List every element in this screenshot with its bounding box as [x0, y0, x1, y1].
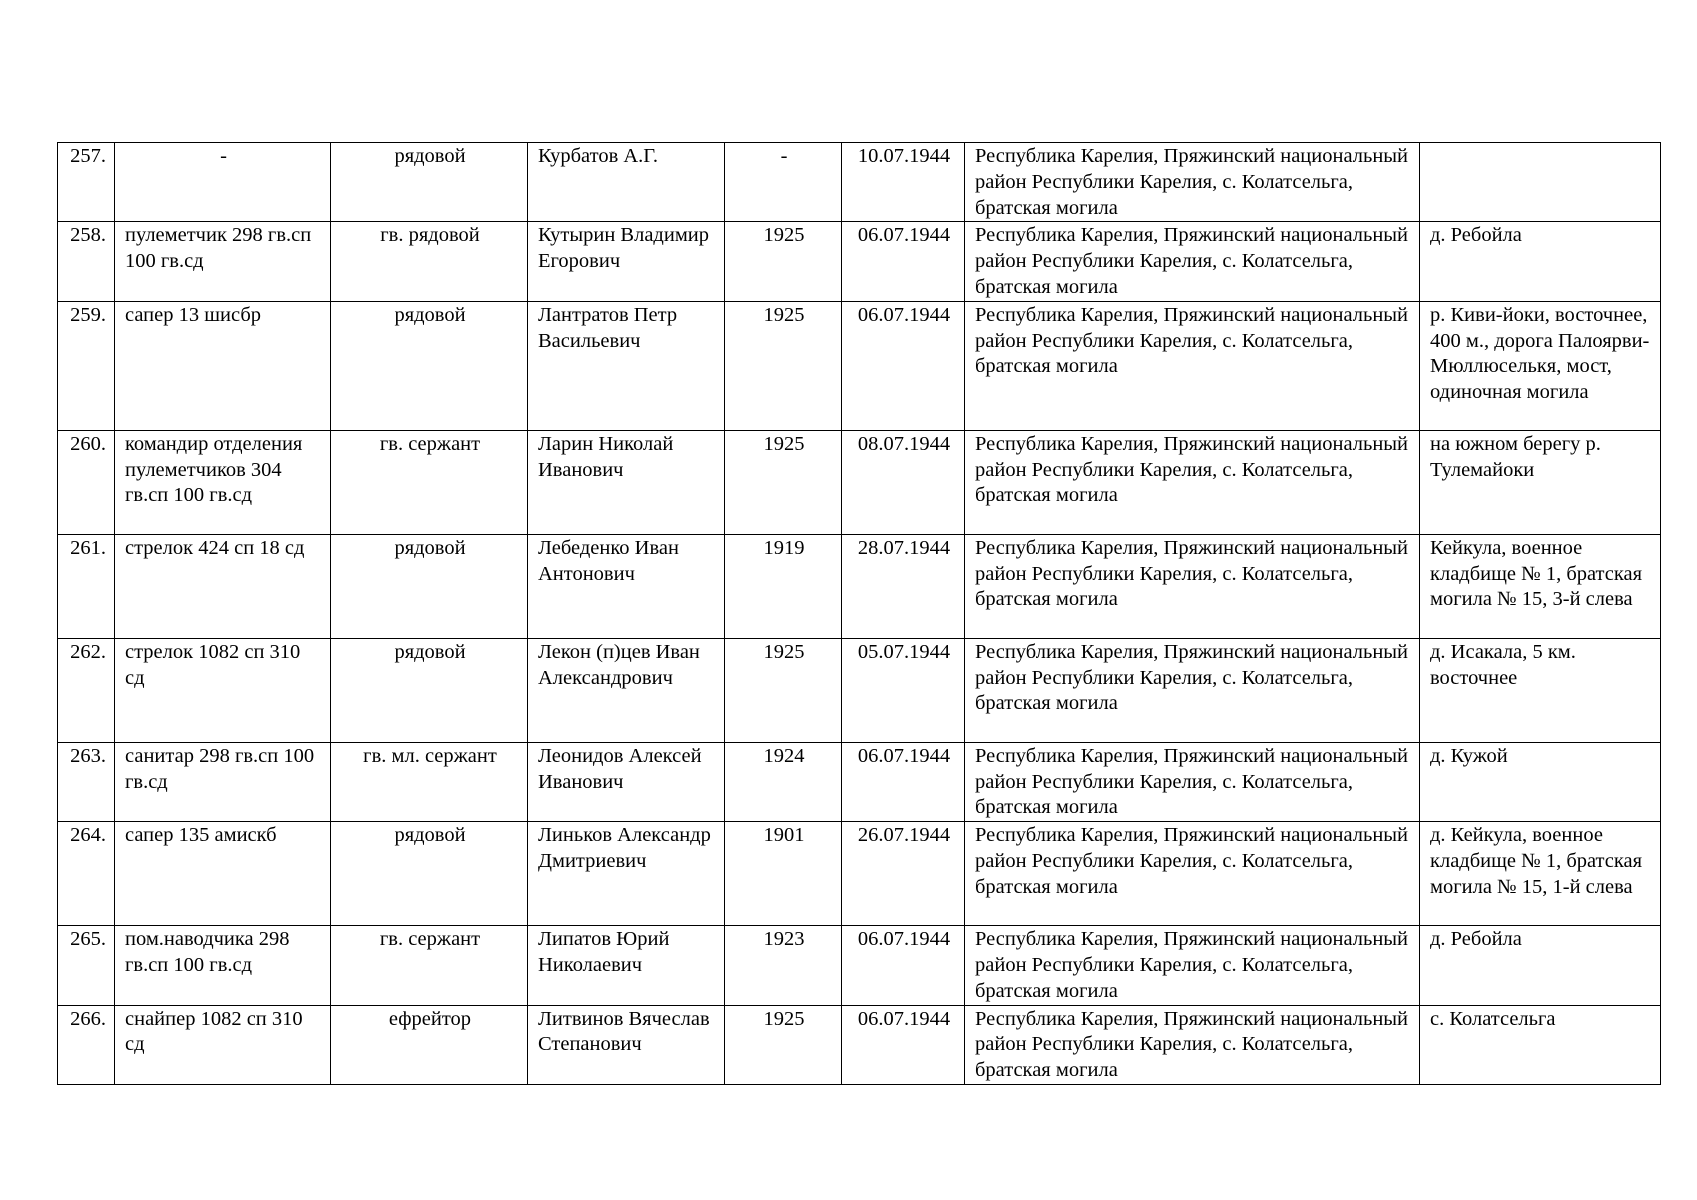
- name-cell: Курбатов А.Г.: [528, 143, 725, 222]
- position-cell: санитар 298 гв.сп 100 гв.сд: [115, 742, 331, 821]
- burial-place-cell: Республика Карелия, Пряжинский национальный район Республики Карелия, с. Колатсельга, братская могила: [965, 926, 1420, 1005]
- death-place-cell: д. Исакала, 5 км. восточнее: [1420, 638, 1661, 742]
- row-number: 262.: [58, 638, 115, 742]
- death-place-cell: Кейкула, военное кладбище № 1, братская могила № 15, 3-й слева: [1420, 534, 1661, 638]
- rank-cell: рядовой: [331, 143, 528, 222]
- table-row: [58, 143, 1661, 222]
- row-number: 261.: [58, 534, 115, 638]
- position-cell: стрелок 1082 сп 310 сд: [115, 638, 331, 742]
- table-row: [58, 926, 1661, 1005]
- position-cell: сапер 13 шисбр: [115, 301, 331, 430]
- rank-cell: гв. сержант: [331, 430, 528, 534]
- birth-year-cell: 1925: [725, 430, 842, 534]
- table-row: [58, 301, 1661, 430]
- table-row: [58, 222, 1661, 301]
- burial-place-cell: Республика Карелия, Пряжинский национальный район Республики Карелия, с. Колатсельга, братская могила: [965, 742, 1420, 821]
- burial-records-table: [57, 142, 1661, 1085]
- rank-cell: гв. сержант: [331, 926, 528, 1005]
- name-cell: Ларин Николай Иванович: [528, 430, 725, 534]
- rank-cell: гв. мл. сержант: [331, 742, 528, 821]
- rank-cell: рядовой: [331, 638, 528, 742]
- death-date-cell: 05.07.1944: [842, 638, 965, 742]
- burial-place-cell: Республика Карелия, Пряжинский национальный район Республики Карелия, с. Колатсельга, братская могила: [965, 1005, 1420, 1084]
- table-row: [58, 742, 1661, 821]
- death-date-cell: 06.07.1944: [842, 301, 965, 430]
- name-cell: Леонидов Алексей Иванович: [528, 742, 725, 821]
- name-cell: Лантратов Петр Васильевич: [528, 301, 725, 430]
- rank-cell: рядовой: [331, 301, 528, 430]
- row-number: 263.: [58, 742, 115, 821]
- birth-year-cell: 1919: [725, 534, 842, 638]
- death-date-cell: 28.07.1944: [842, 534, 965, 638]
- rank-cell: ефрейтор: [331, 1005, 528, 1084]
- position-cell: командир отделения пулеметчиков 304 гв.сп 100 гв.сд: [115, 430, 331, 534]
- row-number: 264.: [58, 822, 115, 926]
- rank-cell: рядовой: [331, 822, 528, 926]
- table-row: [58, 534, 1661, 638]
- birth-year-cell: 1925: [725, 222, 842, 301]
- position-cell: пом.наводчика 298 гв.сп 100 гв.сд: [115, 926, 331, 1005]
- birth-year-cell: 1925: [725, 301, 842, 430]
- birth-year-cell: -: [725, 143, 842, 222]
- birth-year-cell: 1923: [725, 926, 842, 1005]
- death-place-cell: с. Колатсельга: [1420, 1005, 1661, 1084]
- name-cell: Кутырин Владимир Егорович: [528, 222, 725, 301]
- death-date-cell: 26.07.1944: [842, 822, 965, 926]
- table-row: [58, 430, 1661, 534]
- name-cell: Липатов Юрий Николаевич: [528, 926, 725, 1005]
- position-cell: пулеметчик 298 гв.сп 100 гв.сд: [115, 222, 331, 301]
- rank-cell: гв. рядовой: [331, 222, 528, 301]
- burial-place-cell: Республика Карелия, Пряжинский национальный район Республики Карелия, с. Колатсельга, братская могила: [965, 222, 1420, 301]
- death-date-cell: 06.07.1944: [842, 742, 965, 821]
- death-date-cell: 06.07.1944: [842, 1005, 965, 1084]
- table-row: [58, 638, 1661, 742]
- row-number: 258.: [58, 222, 115, 301]
- position-cell: сапер 135 амискб: [115, 822, 331, 926]
- birth-year-cell: 1901: [725, 822, 842, 926]
- death-date-cell: 06.07.1944: [842, 926, 965, 1005]
- burial-place-cell: Республика Карелия, Пряжинский национальный район Республики Карелия, с. Колатсельга, братская могила: [965, 430, 1420, 534]
- name-cell: Линьков Александр Дмитриевич: [528, 822, 725, 926]
- position-cell: снайпер 1082 сп 310 сд: [115, 1005, 331, 1084]
- birth-year-cell: 1925: [725, 638, 842, 742]
- death-place-cell: д. Кейкула, военное кладбище № 1, братская могила № 15, 1-й слева: [1420, 822, 1661, 926]
- row-number: 265.: [58, 926, 115, 1005]
- burial-place-cell: Республика Карелия, Пряжинский национальный район Республики Карелия, с. Колатсельга, братская могила: [965, 534, 1420, 638]
- death-place-cell: [1420, 143, 1661, 222]
- burial-place-cell: Республика Карелия, Пряжинский национальный район Республики Карелия, с. Колатсельга, братская могила: [965, 143, 1420, 222]
- name-cell: Литвинов Вячеслав Степанович: [528, 1005, 725, 1084]
- death-place-cell: на южном берегу р. Тулемайоки: [1420, 430, 1661, 534]
- row-number: 257.: [58, 143, 115, 222]
- position-cell: -: [115, 143, 331, 222]
- birth-year-cell: 1924: [725, 742, 842, 821]
- row-number: 259.: [58, 301, 115, 430]
- row-number: 260.: [58, 430, 115, 534]
- death-place-cell: д. Ребойла: [1420, 222, 1661, 301]
- death-place-cell: р. Киви-йоки, восточнее, 400 м., дорога Палоярви-Мюллюселькя, мост, одиночная могила: [1420, 301, 1661, 430]
- table-row: [58, 822, 1661, 926]
- death-date-cell: 08.07.1944: [842, 430, 965, 534]
- name-cell: Лекон (п)цев Иван Александрович: [528, 638, 725, 742]
- row-number: 266.: [58, 1005, 115, 1084]
- burial-place-cell: Республика Карелия, Пряжинский национальный район Республики Карелия, с. Колатсельга, братская могила: [965, 638, 1420, 742]
- table-row: [58, 1005, 1661, 1084]
- death-place-cell: д. Ребойла: [1420, 926, 1661, 1005]
- burial-place-cell: Республика Карелия, Пряжинский национальный район Республики Карелия, с. Колатсельга, братская могила: [965, 301, 1420, 430]
- name-cell: Лебеденко Иван Антонович: [528, 534, 725, 638]
- burial-place-cell: Республика Карелия, Пряжинский национальный район Республики Карелия, с. Колатсельга, братская могила: [965, 822, 1420, 926]
- rank-cell: рядовой: [331, 534, 528, 638]
- birth-year-cell: 1925: [725, 1005, 842, 1084]
- death-place-cell: д. Кужой: [1420, 742, 1661, 821]
- position-cell: стрелок 424 сп 18 сд: [115, 534, 331, 638]
- death-date-cell: 10.07.1944: [842, 143, 965, 222]
- death-date-cell: 06.07.1944: [842, 222, 965, 301]
